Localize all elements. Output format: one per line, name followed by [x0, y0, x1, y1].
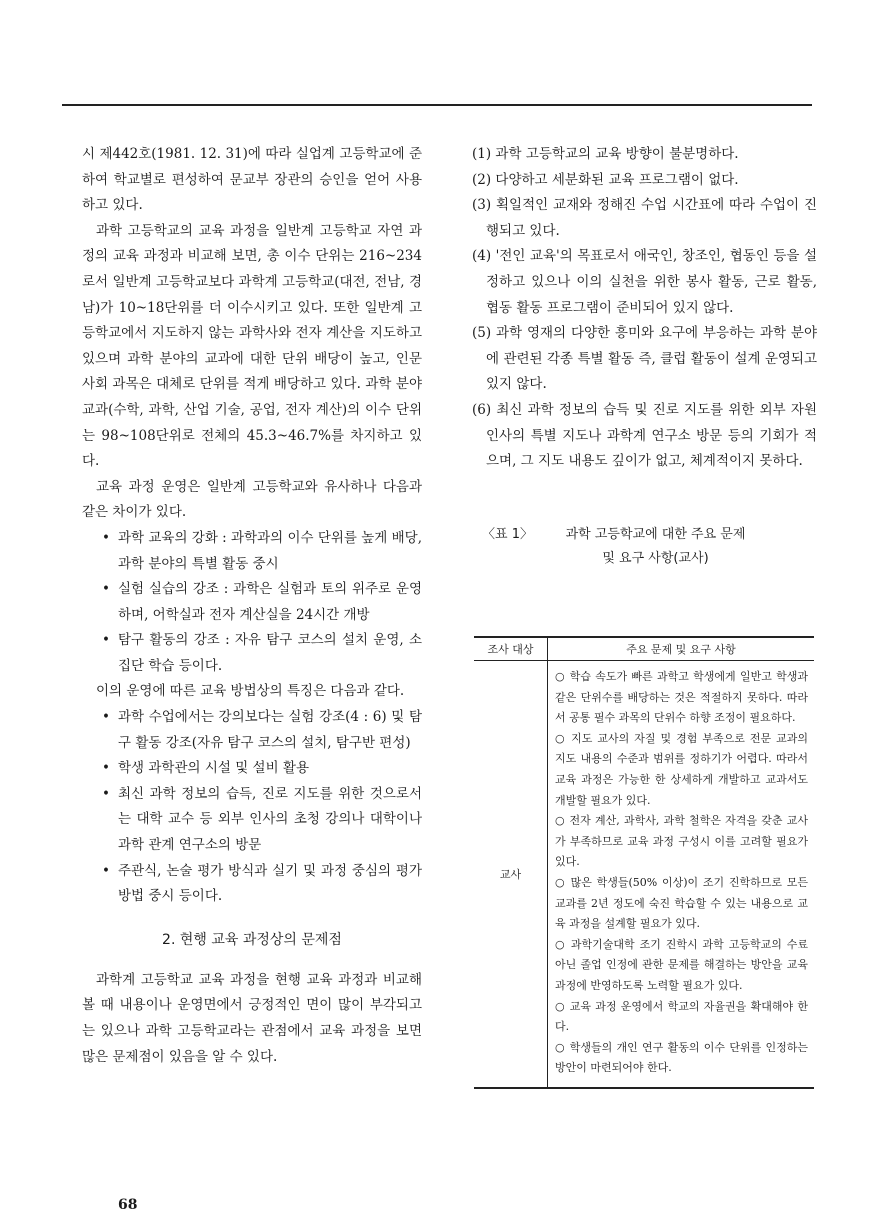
left-column: [82, 142, 422, 1070]
table-header-row: [474, 637, 814, 661]
problem-item: (2) 다양하고 세분화된 교육 프로그램이 없다.: [472, 171, 739, 188]
bullet-icon: •: [102, 785, 110, 802]
paragraph: 과학 고등학교의 교육 과정을 일반계 고등학교 자연 과정의 교육 과정과 비교해 보면, 총 이수 단위는 216~234로서 일반계 고등학교보다 과학계 고등학교(대전, 전남, 경남)가 10~18단위를 더 이수시키고 있다. 또한 일반계 고등학교에서 지도하지 않는 과학사와 전자 계산을 지도하고 있으며 과학 분야의 교과에 대한 단위 배당이 높고, 인문 사회 과목은 대체로 단위를 적게 배당하고 있다. 과학 분야 교과(수학, 과학, 산업 기술, 공업, 전자 계산)의 이수 단위는 98~108단위로 전체의 45.3~46.7%를 차지하고 있다.: [82, 222, 422, 470]
issue-item: ○ 교육 과정 운영에서 학교의 자율권을 확대해야 한다.: [555, 999, 808, 1034]
row-label: 교사: [474, 661, 548, 1088]
bullet-icon: •: [102, 632, 110, 649]
list-item: • 최신 과학 정보의 습득, 진로 지도를 위한 것으로서는 대학 교수 등 외부 인사의 초청 강의나 대학이나 과학 관계 연구소의 방문: [82, 782, 422, 859]
column-header-target: 조사 대상: [474, 637, 548, 661]
bullet-icon: •: [102, 581, 110, 598]
problem-item: (1) 과학 고등학교의 교육 방향이 불분명하다.: [472, 146, 739, 162]
paragraph: 과학계 고등학교 교육 과정을 현행 교육 과정과 비교해 볼 때 내용이나 운영면에서 긍정적인 면이 많이 부각되고는 있으나 과학 고등학교라는 관점에서 교육 과정을 보면 많은 문제점이 있음을 알 수 있다.: [82, 971, 422, 1065]
column-header-issues: 주요 문제 및 요구 사항: [548, 637, 815, 661]
table-caption: [472, 523, 817, 571]
bullet-icon: •: [102, 709, 110, 726]
requirements-table: [474, 636, 814, 1089]
table-title: [554, 523, 817, 571]
table-row: [474, 661, 814, 1088]
problem-item: (6) 최신 과학 정보의 습득 및 진로 지도를 위한 외부 자원 인사의 특별 지도나 과학계 연구소 방문 등의 기회가 적으며, 그 지도 내용도 깊이가 없고, 체계적이지 못하다.: [472, 401, 817, 470]
issue-item: ○ 학습 속도가 빠른 과학고 학생에게 일반고 학생과 같은 단위수를 배당하는 것은 적절하지 못하다. 따라서 공통 필수 과목의 단위수 하향 조정이 필요하다.: [555, 670, 808, 725]
issues-cell: [548, 661, 815, 1088]
top-rule: [62, 104, 812, 106]
method-list: [82, 705, 422, 910]
table-number: 〈표 1〉: [482, 526, 533, 542]
issue-item: ○ 과학기술대학 조기 진학시 과학 고등학교의 수료 아닌 졸업 인정에 관한 문제를 해결하는 방안을 교육 과정에 반영하도록 노력할 필요가 있다.: [555, 937, 808, 992]
section-heading: 2. 현행 교육 과정상의 문제점: [162, 931, 342, 948]
paragraph: 시 제442호(1981. 12. 31)에 따라 실업계 고등학교에 준하여 학교별로 편성하여 문교부 장관의 승인을 얻어 사용하고 있다.: [82, 146, 422, 214]
paragraph: 교육 과정 운영은 일반계 고등학교와 유사하나 다음과 같은 차이가 있다.: [82, 478, 422, 521]
bullet-icon: •: [102, 529, 110, 546]
bullet-icon: •: [102, 862, 110, 879]
table-title-line2: 및 요구 사항(교사): [602, 550, 709, 566]
problem-item: (5) 과학 영재의 다양한 흥미와 요구에 부응하는 과학 분야에 관련된 각종 특별 활동 즉, 클럽 활동이 설계 운영되고 있지 않다.: [472, 325, 817, 393]
list-item: • 과학 수업에서는 강의보다는 실험 강조(4 : 6) 및 탐구 활동 강조(자유 탐구 코스의 설치, 탐구반 편성): [82, 705, 422, 756]
list-item: • 학생 과학관의 시설 및 설비 활용: [82, 756, 422, 782]
table-title-line1: 과학 고등학교에 대한 주요 문제: [565, 526, 746, 542]
list-item: • 주관식, 논술 평가 방식과 실기 및 과정 중심의 평가 방법 중시 등이다.: [82, 859, 422, 910]
issue-item: ○ 지도 교사의 자질 및 경험 부족으로 전문 교과의 지도 내용의 수준과 범위를 정하기가 어렵다. 따라서 교육 과정은 가능한 한 상세하게 개발하고 교과서도 개발할 필요가 있다.: [555, 731, 808, 807]
right-column: [472, 142, 817, 571]
list-item: • 실험 실습의 강조 : 과학은 실험과 토의 위주로 운영하며, 어학실과 전자 계산실을 24시간 개방: [82, 577, 422, 628]
feature-list: [82, 526, 422, 680]
problem-item: (3) 획일적인 교재와 정해진 수업 시간표에 따라 수업이 진행되고 있다.: [472, 197, 817, 239]
bullet-icon: •: [102, 760, 110, 777]
page-number: 68: [118, 1197, 138, 1213]
list-item: • 탐구 활동의 강조 : 자유 탐구 코스의 설치 운영, 소집단 학습 등이다.: [82, 628, 422, 679]
list-item: • 과학 교육의 강화 : 과학과의 이수 단위를 높게 배당, 과학 분야의 특별 활동 중시: [82, 526, 422, 577]
problem-item: (4) '전인 교육'의 목표로서 애국인, 창조인, 협동인 등을 설정하고 있으나 이의 실천을 위한 봉사 활동, 근로 활동, 협동 활동 프로그램이 준비되어 있지 않다.: [472, 248, 817, 316]
issue-item: ○ 전자 계산, 과학사, 과학 철학은 자격을 갖춘 교사가 부족하므로 교육 과정 구성시 이를 고려할 필요가 있다.: [555, 814, 808, 869]
issue-item: ○ 학생들의 개인 연구 활동의 이수 단위를 인정하는 방안이 마련되어야 한다.: [555, 1040, 808, 1075]
paragraph: 이의 운영에 따른 교육 방법상의 특징은 다음과 같다.: [96, 683, 405, 700]
issue-item: ○ 많은 학생들(50% 이상)이 조기 진학하므로 모든 교과를 2년 정도에 숙진 학습할 수 있는 내용으로 교육 과정을 설계할 필요가 있다.: [555, 875, 808, 931]
